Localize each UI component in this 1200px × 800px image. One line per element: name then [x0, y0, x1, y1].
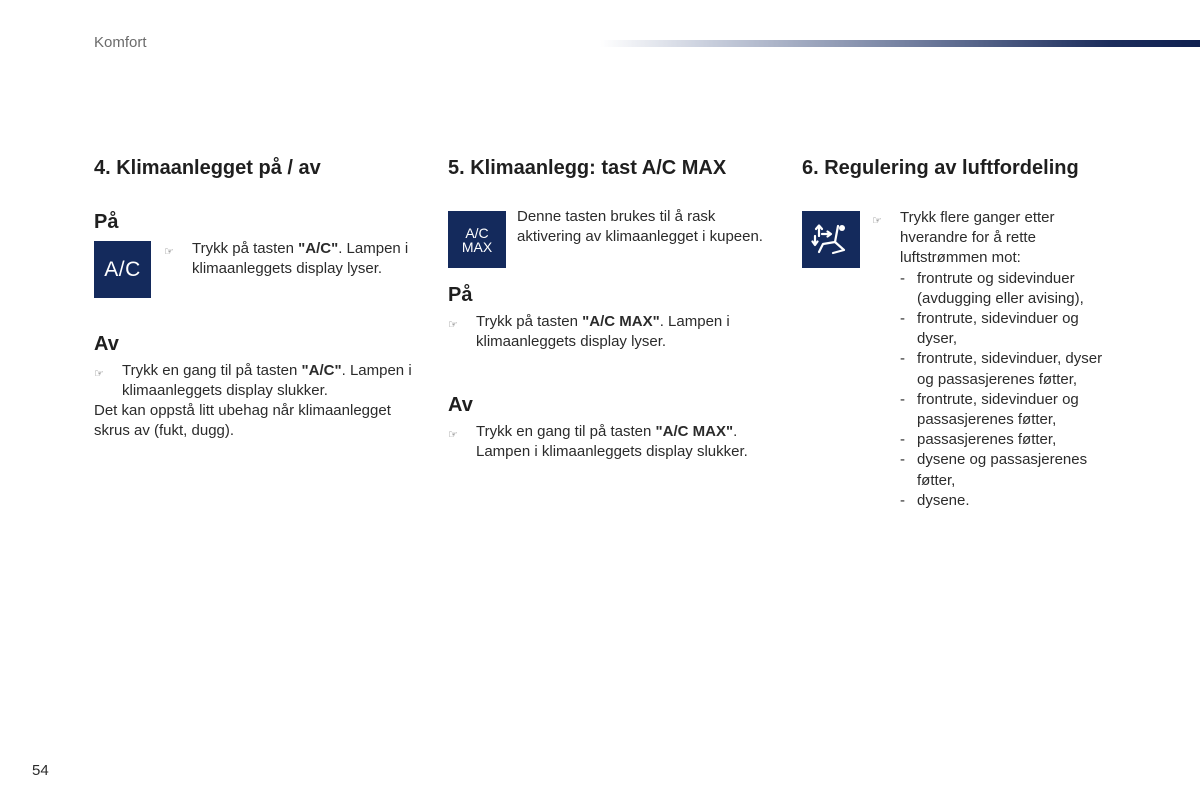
- air-distribution-instruction: [872, 208, 1122, 511]
- list-item: - frontrute og sidevinduer (avdugging eller avising),: [900, 269, 1122, 309]
- off-heading: Av: [94, 333, 119, 355]
- list-item: - frontrute, sidevinduer og dyser,: [900, 309, 1122, 349]
- section-title-ac-on-off: 4. Klimaanlegget på / av: [94, 157, 321, 179]
- section-title-air-distribution: 6. Regulering av luftfordeling: [802, 157, 1079, 179]
- on-instruction-text: Trykk på tasten "A/C". Lampen i klimaanleggets display lyser.: [192, 240, 409, 278]
- pointing-hand-icon: ☞: [448, 319, 458, 331]
- on-instruction: [448, 312, 758, 352]
- page-number: 54: [32, 762, 49, 779]
- list-item: - dysene og passasjerenes føtter,: [900, 450, 1122, 490]
- air-distribution-list: [900, 269, 1122, 511]
- pointing-hand-icon: ☞: [164, 246, 174, 258]
- ac-max-intro: Denne tasten brukes til å rask aktivering av klimaanlegget i kupeen.: [517, 208, 763, 246]
- pointing-hand-icon: ☞: [448, 429, 458, 441]
- air-distribution-content: [900, 208, 1122, 511]
- list-item: - passasjerenes føtter,: [900, 430, 1122, 450]
- ac-max-icon-line2: MAX: [461, 238, 493, 255]
- ac-button-icon: [94, 241, 151, 298]
- off-instruction-text: Trykk en gang til på tasten "A/C". Lampen i klimaanleggets display slukker.: [122, 362, 412, 400]
- off-instruction: [94, 361, 424, 401]
- header-accent-bar: [600, 40, 1200, 47]
- off-heading: Av: [448, 394, 473, 416]
- ac-max-button-icon: [448, 211, 506, 268]
- column-air-distribution: [802, 155, 1132, 509]
- list-item: - frontrute, sidevinduer, dyser og passasjerenes føtter,: [900, 349, 1122, 389]
- list-item: - dysene.: [900, 491, 1122, 511]
- air-distribution-intro: Trykk flere ganger etter hverandre for å rette luftstrømmen mot:: [900, 209, 1055, 267]
- seat-airflow-icon: [811, 222, 851, 258]
- air-distribution-icon: [802, 211, 860, 268]
- ac-icon-label: A/C: [104, 257, 141, 281]
- on-heading: På: [94, 211, 119, 233]
- on-instruction-text: Trykk på tasten "A/C MAX". Lampen i klimaanleggets display lyser.: [476, 313, 730, 351]
- on-heading: På: [448, 284, 473, 306]
- column-ac-max: [448, 155, 783, 461]
- pointing-hand-icon: ☞: [94, 368, 104, 380]
- ac-off-note: Det kan oppstå litt ubehag når klimaanlegget skrus av (fukt, dugg).: [94, 402, 391, 440]
- section-title-ac-max: 5. Klimaanlegg: tast A/C MAX: [448, 157, 727, 179]
- section-header: Komfort: [94, 34, 147, 51]
- list-item: - frontrute, sidevinduer og passasjerenes føtter,: [900, 390, 1122, 430]
- on-instruction: [164, 239, 419, 279]
- pointing-hand-icon: ☞: [872, 215, 882, 227]
- off-instruction: [448, 422, 768, 462]
- column-ac-on-off: [94, 155, 429, 440]
- ac-max-icon-line1: A/C: [465, 224, 489, 241]
- off-instruction-text: Trykk en gang til på tasten "A/C MAX". Lampen i klimaanleggets display slukker.: [476, 423, 748, 461]
